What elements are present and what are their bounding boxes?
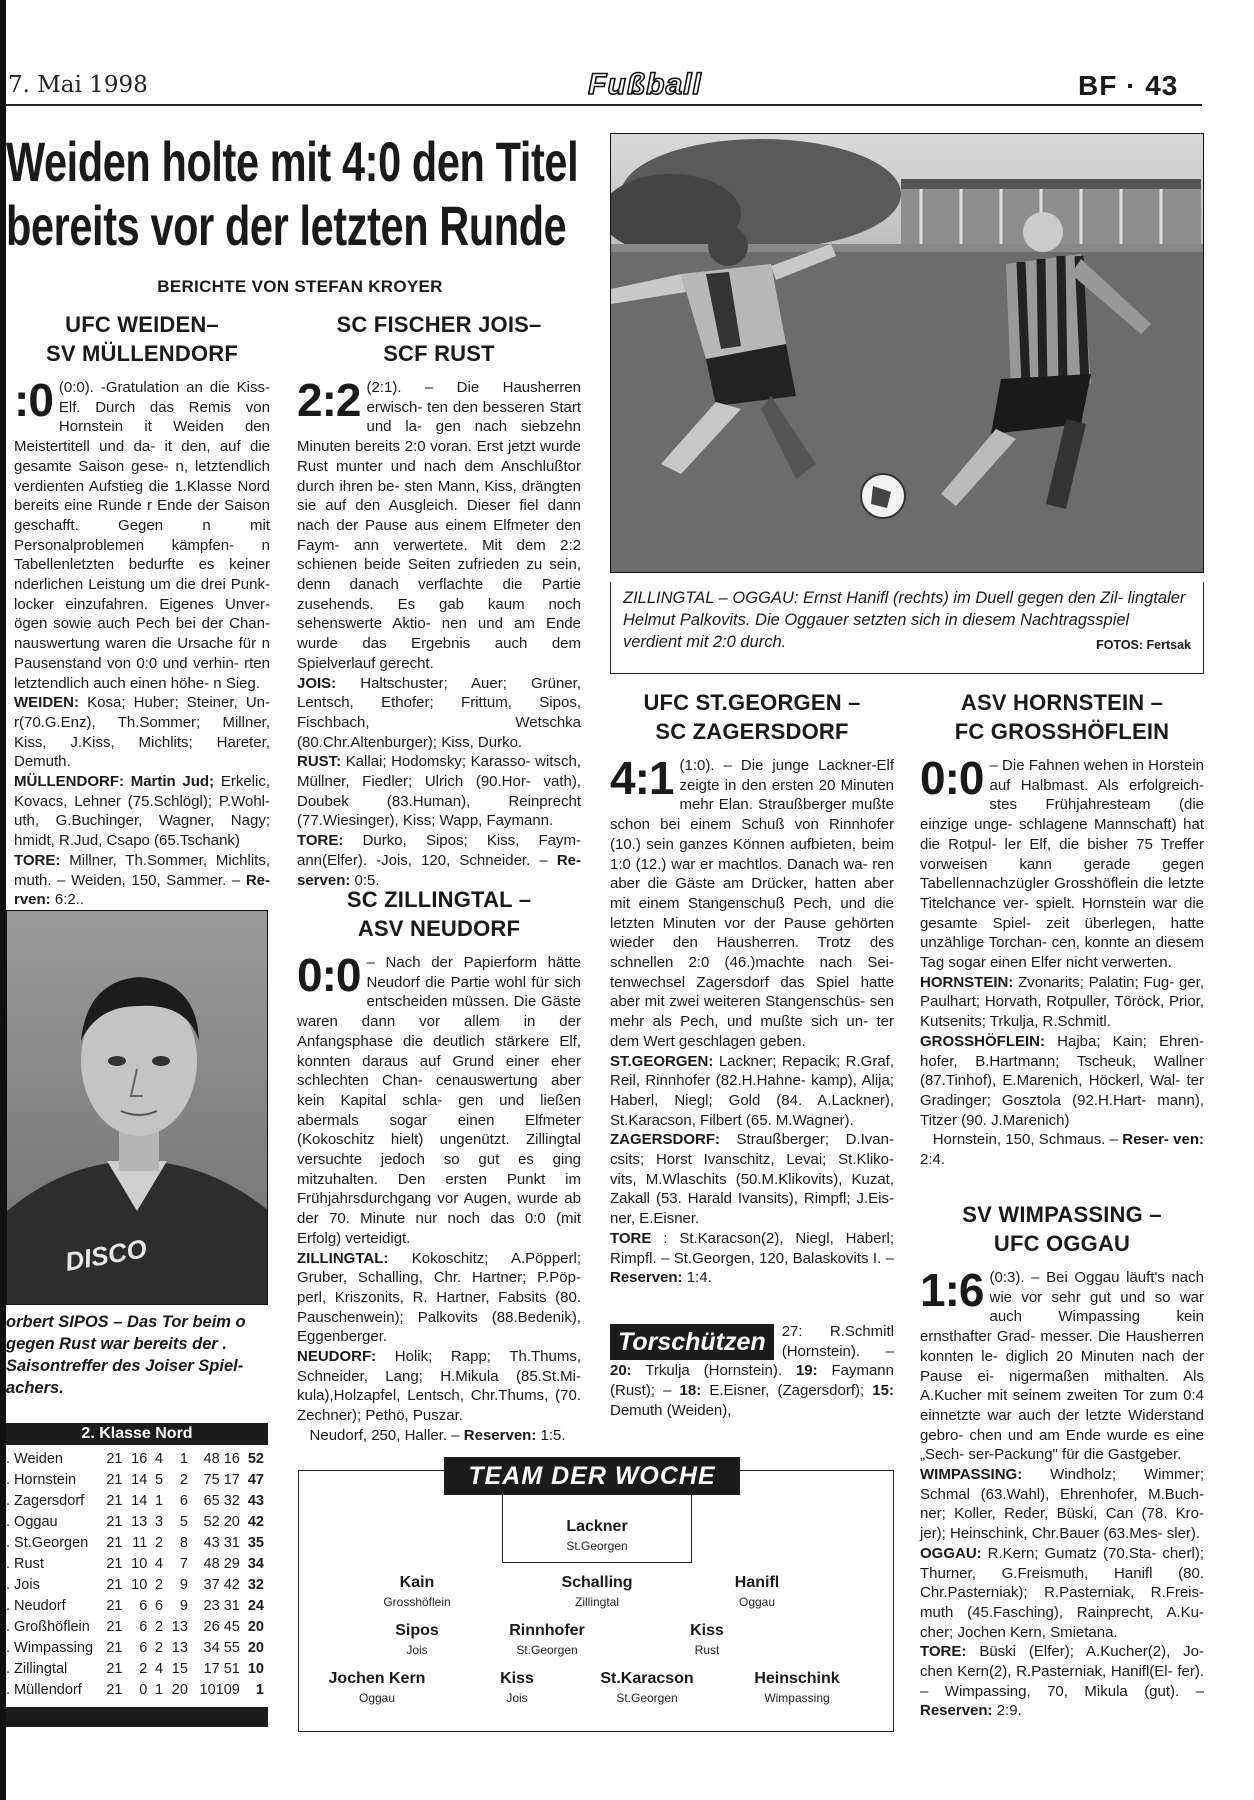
lineup-text: R.Kern; Gumatz (70.Sta- cherl); Thurner, G.Freismuth, Hanifl (80. Chr.Pasterniak); R.Pasterniak, R.Freis- muth (45.Fasching), Rainprecht, A.Ku- cher; Jochen Kern, Smietana. (920, 1544, 1204, 1641)
points-cell: 47 (247, 1472, 264, 1488)
draws-cell: 2 (154, 1640, 164, 1656)
portrait-caption: orbert SIPOS – Das Tor beim o gegen Rust war bereits der . Saisontreffer des Joiser Spiel- achers. (6, 1313, 246, 1397)
player-name: Jochen Kern (328, 1670, 426, 1687)
games-cell: 21 (106, 1472, 123, 1488)
draws-cell: 4 (154, 1661, 164, 1677)
table-row (6, 1596, 264, 1617)
portrait-illustration (7, 911, 268, 1305)
player-club: Wimpassing (764, 1691, 830, 1705)
top-scorers-text: Trkulja (Hornstein). (631, 1362, 782, 1380)
match-report (297, 374, 581, 890)
report-text: (2:1). – Die Hausherren erwisch- ten den besseren Start und la- gen nach siebzehn Minuten bereits 2:0 voran. Erst jetzt wurde Rust munter und nach dem Anschlußtor durch ihren be- sten Mann, Kiss, drängten sie auf den Ausgleich. Dieser fiel dann nach der Pause aus einem Elfmeter den Faym- ann verwertete. Mit dem 2:2 schienen beide Seiten zufrieden zu sein, denn danach verflachte die Partie zusehends. Es gab kaum noch sehenswerte Aktio- nen und am Ende wurde das Ergebnis auch dem Spielverlauf gerecht. (297, 379, 581, 672)
player-club: Jois (406, 1643, 428, 1657)
reserves-text: 0:5. (350, 871, 380, 889)
wins-cell: 10 (131, 1556, 148, 1572)
losses-cell: 13 (171, 1619, 188, 1635)
lineup-label: HORNSTEIN: (920, 973, 1014, 991)
games-cell: 21 (106, 1451, 123, 1467)
match-jois (297, 310, 581, 890)
player-name: Kiss (690, 1622, 724, 1639)
player-name: Hanifl (734, 1574, 780, 1591)
points-cell: 52 (247, 1451, 264, 1467)
match-report (610, 752, 894, 1288)
match-title-line-2: ASV NEUDORF (357, 916, 521, 941)
reserves-text: 6:2.. (50, 891, 85, 909)
goals-text: : St.Karacson(2), Niegl, Haberl; Rimpfl. – St.Georgen, 120, Balaskovits I. – (610, 1229, 894, 1267)
reserves-text: 1:4. (682, 1269, 712, 1287)
player-club: St.Georgen (616, 1691, 678, 1705)
draws-cell: 1 (154, 1493, 164, 1509)
report-text: (0:0). -Gratulation an die Kiss-Elf. Durch das Remis von Hornstein it Weiden den Meistertitell und da- it den, auf die gesamte Saison gese- n, letztendlich verdienten Aufstieg die 1.Klasse Nord bereits eine Runde r Ende der Saison geschafft. Gegen n mit Personalproblemen kämpfen- n Tabellenletzten bedurfte es keiner nderlichen Leistung um die drei Punk- locker einzufahren. Eigenes Unver- ögen sowie auch Pech bei der Chan- nauswertung waren die Ursache für n Pausenstand von 0:0 und verhin- rten letztendlich auch einen höhe- n Sieg. (14, 379, 270, 692)
goals-cell: 43 31 (203, 1535, 240, 1551)
goals-cell: 52 20 (203, 1514, 240, 1530)
lineup-text: Zvonarits; Palatin; Fug- ger, Paulhart; Horvath, Rotpuller, Töröck, Prior, Kutsenits; Trkulja, R.Schmitl. (920, 973, 1204, 1031)
report-text: – Die Fahnen wehen in Horstein auf Halbmast. Als erfolgreich- stes Frühjahresteam (die einzige unge- schlagene Mannschaft) hat die Rotpul- ler Elf, die bisher 75 Treffer vorweisen kann gerade gegen Tabellennachzügler Grosshöflein die letzte Titelchance ver- spielt. Hornstein war die gesamte Spiel- zeit überlegen, hatte unzählige Torchan- cen, konnte an diesem Tag sogar einen Elfer nicht verwerten. (920, 757, 1204, 972)
wins-cell: 6 (139, 1619, 148, 1635)
losses-cell: 6 (179, 1493, 188, 1509)
match-title-line-1: SC ZILLINGTAL – (346, 887, 532, 912)
losses-cell: 9 (179, 1577, 188, 1593)
points-cell: 1 (255, 1682, 264, 1698)
games-cell: 21 (106, 1640, 123, 1656)
wins-cell: 14 (131, 1472, 148, 1488)
top-scorers-label: Torschützen (610, 1324, 774, 1360)
reserves-text: 2:4. (920, 1151, 946, 1169)
match-report (920, 1264, 1204, 1721)
section-logo-text: Fußball (588, 68, 702, 101)
match-wimpassing (920, 1200, 1204, 1721)
lineup-text: Straußberger; D.Ivan- csits; Horst Ivanschitz, Levai; St.Kliko- vits, M.Wlaschits (50.M.Klikovits), Kuzat, Zakall (53. Harald Ivansits), Rimpfl; J.Eis- ner, E.Eisner. (610, 1131, 894, 1228)
table-row (6, 1680, 264, 1701)
losses-cell: 8 (179, 1535, 188, 1551)
match-title-line-2: SV MÜLLENDORF (45, 341, 239, 366)
lineup-label: MÜLLENDORF: Martin Jud; (14, 773, 215, 791)
lineup-text: Kokoschitz; A.Pöpperl; Gruber, Schalling, Chr. Hartner; P.Pöp- perl, Kriszonits, R. Hartner, Fabsits (80. Pauschenwein); Palkovits (88.Bedenik), Eggenberger. (297, 1249, 581, 1346)
goal-count: 18: (671, 1382, 702, 1400)
photo-credit: FOTOS: Fertsak (1096, 638, 1191, 652)
draws-cell: 2 (154, 1577, 164, 1593)
league-table-grid (6, 1449, 264, 1701)
points-cell: 20 (247, 1619, 264, 1635)
match-title-line-1: UFC ST.GEORGEN – (643, 690, 861, 715)
player-club: St.Georgen (566, 1539, 628, 1553)
table-row (6, 1617, 264, 1638)
match-title-line-1: ASV HORNSTEIN – (960, 690, 1164, 715)
league-table-title: 2. Klasse Nord (6, 1423, 268, 1445)
lineup-label: GROSSHÖFLEIN: (920, 1032, 1046, 1050)
goals-label: TORE: (920, 1643, 967, 1661)
top-scorers-text: E.Eisner, (Zagersdorf); (701, 1382, 865, 1400)
goals-cell: 37 42 (203, 1577, 240, 1593)
team-player (472, 1621, 622, 1659)
score: 2:2 (297, 374, 361, 426)
points-cell: 32 (247, 1577, 264, 1593)
points-cell: 43 (247, 1493, 264, 1509)
points-cell: 24 (247, 1598, 264, 1614)
games-cell: 21 (106, 1556, 123, 1572)
goals-cell: 48 29 (203, 1556, 240, 1572)
top-scorers-text: 27: R.Schmitl (Hornstein). – (781, 1323, 894, 1360)
games-cell: 21 (106, 1598, 123, 1614)
match-report (14, 374, 270, 910)
wins-cell: 0 (139, 1682, 148, 1698)
player-name: St.Karacson (600, 1670, 694, 1687)
match-report (920, 752, 1204, 1170)
lineup-text: Erkelic, Kovacs, Lehner (75.Schlögl); P.Wohl- uth, G.Buchinger, Wagner, Nagy; hmidt, R.Jud, Csapo (65.Tschank) (14, 773, 270, 850)
goal-count: 20: (610, 1362, 632, 1380)
lineup-label: ZILLINGTAL: (297, 1249, 389, 1267)
lineup-label: NEUDORF: (297, 1348, 377, 1366)
draws-cell: 2 (154, 1535, 164, 1551)
draws-cell: 4 (154, 1556, 164, 1572)
score: 0:0 (920, 752, 984, 804)
shirt-text: DISCO (62, 1233, 150, 1277)
wins-cell: 14 (131, 1493, 148, 1509)
lineup-text: Holik; Rapp; Th.Thums, Schneider, Lang; H.Mikula (85.St.Mi- kula),Holzapfel, Lentsch, Chr.Thums, (70. Zechner); Pethö, Puszar. (297, 1348, 581, 1425)
draws-cell: 6 (154, 1598, 164, 1614)
wins-cell: 10 (131, 1577, 148, 1593)
page-number: BF · 43 (1078, 70, 1179, 101)
team-player (302, 1669, 452, 1707)
lineup-label: ZAGERSDORF: (610, 1131, 720, 1149)
lineup-label: ST.GEORGEN: (610, 1052, 714, 1070)
lineup-text: Haltschuster; Auer; Grüner, Lentsch, Ethofer; Frittum, Sipos, Fischbach, Wetschka (80.Chr.Altenburger); Kiss, Durko. (297, 674, 581, 751)
goals-cell: 34 55 (203, 1640, 240, 1656)
points-cell: 34 (247, 1556, 264, 1572)
goals-cell: 75 17 (203, 1472, 240, 1488)
player-club: Zillingtal (574, 1595, 619, 1609)
player-name: Kiss (500, 1670, 534, 1687)
team-cell: . Wimpassing (6, 1640, 94, 1656)
match-photo-caption (610, 582, 1204, 674)
goals-text: Millner, Th.Sommer, Michlits, muth. – Weiden, 150, Sammer. – (14, 851, 270, 889)
player-name: Schalling (561, 1574, 633, 1591)
draws-cell: 1 (154, 1682, 164, 1698)
draws-cell: 3 (154, 1514, 164, 1530)
reserves-label: Reser- ven: (1122, 1131, 1204, 1149)
team-player (442, 1669, 592, 1707)
table-row (6, 1470, 264, 1491)
top-scorers (610, 1322, 894, 1421)
player-name: Rinnhofer (509, 1622, 585, 1639)
match-title-line-2: SCF RUST (383, 341, 495, 366)
goals-text: Büski (Elfer); A.Kucher(2), Jo- chen Kern(2), R.Pasterniak, Hanifl(El- fer). – Wimpassing, 70, Mikula (gut). – (920, 1643, 1204, 1700)
games-cell: 21 (106, 1535, 123, 1551)
league-table-footer (6, 1707, 268, 1727)
match-title (920, 688, 1204, 746)
points-cell: 42 (247, 1514, 264, 1530)
reserves-label: Re- serven: (297, 851, 581, 889)
byline: BERICHTE VON STEFAN KROYER (157, 277, 443, 296)
headline (6, 130, 579, 258)
player-club: St.Georgen (516, 1643, 578, 1657)
lineup-text: Kosa; Huber; Steiner, Un- r(70.G.Enz), Th.Sommer; Millner, Kiss, J.Kiss, Michlits; Hareter, Demuth. (14, 694, 270, 771)
match-title (610, 688, 894, 746)
table-row (6, 1659, 264, 1680)
report-text: (1:0). – Die junge Lackner-Elf zeigte in den ersten 20 Minuten mehr Elan. Straußberger mußte schon bei einem Schuß von Rinnhofer (10.) sein ganzes Können aufbieten, beim 1:0 (12.) war er machtlos. Danach wa- ren aber die Gäste am Drücker, hatten aber mit einem Stangenschuß Pech, und die letzten Minuten vor der Pause gehörten wieder den Hausherren. Trotz des schnellen 2:0 (46.)machte nach Sei- tenwechsel Zagersdorf das Spiel hatte aber mit zwei weiteren Stangenschüs- sen mehr als Pech, und mußte sich un- ter dem Wert geschlagen geben. (610, 757, 894, 1050)
wins-cell: 13 (131, 1514, 148, 1530)
match-report (297, 949, 581, 1446)
match-title-line-1: UFC WEIDEN– (65, 312, 219, 337)
team-cell: . Müllendorf (6, 1682, 82, 1698)
draws-cell: 2 (154, 1619, 164, 1635)
portrait-photo (6, 910, 268, 1305)
match-title-line-2: SC ZAGERSDORF (655, 719, 849, 744)
wins-cell: 11 (132, 1535, 148, 1551)
losses-cell: 2 (179, 1472, 188, 1488)
team-cell: . Zillingtal (6, 1661, 68, 1677)
table-row (6, 1638, 264, 1659)
player-club: Grosshöflein (383, 1595, 451, 1609)
match-zillingtal (297, 885, 581, 1446)
table-row (6, 1554, 264, 1575)
venue-text: Neudorf, 250, Haller. – (309, 1426, 460, 1444)
team-player (632, 1621, 782, 1659)
league-table (6, 1423, 268, 1727)
match-title (297, 310, 581, 368)
table-row (6, 1533, 264, 1554)
goals-label: TORE (610, 1229, 652, 1247)
lineup-label: JOIS: (297, 674, 337, 692)
reserves-label: Reserven: (463, 1426, 537, 1444)
goals-cell: 26 45 (203, 1619, 240, 1635)
top-scorers-text: Faymann (Rust); – (610, 1362, 894, 1400)
match-title-line-1: SV WIMPASSING – (962, 1202, 1162, 1227)
team-cell: . Großhöflein (6, 1619, 90, 1635)
score: 1:6 (920, 1264, 984, 1316)
games-cell: 21 (106, 1493, 123, 1509)
section-logo (575, 63, 715, 103)
team-player (342, 1573, 492, 1611)
player-name: Kain (399, 1574, 435, 1591)
reserves-text: 2:9. (992, 1702, 1022, 1720)
score: 0:0 (297, 949, 361, 1001)
lineup-label: RUST: (297, 753, 342, 771)
team-of-the-week (298, 1462, 894, 1732)
losses-cell: 15 (171, 1661, 188, 1677)
team-cell: . Oggau (6, 1514, 58, 1530)
points-cell: 20 (247, 1640, 264, 1656)
venue-text: Hornstein, 150, Schmaus. – (932, 1131, 1118, 1149)
table-row (6, 1512, 264, 1533)
match-photo (610, 133, 1204, 573)
team-cell: . Rust (6, 1556, 44, 1572)
player-name: Lackner (566, 1518, 628, 1535)
caption-text: ZILLINGTAL – OGGAU: Ernst Hanifl (rechts) im Duell gegen den Zil- lingtaler Helmut Palkovits. Die Oggauer setzten sich in diesem Nachtragsspiel verdient mit 2:0 durch. (623, 589, 1186, 651)
table-row (6, 1491, 264, 1512)
team-cell: . Neudorf (6, 1598, 66, 1614)
draws-cell: 5 (154, 1472, 164, 1488)
wins-cell: 6 (139, 1640, 148, 1656)
goals-cell: 48 16 (203, 1451, 240, 1467)
player-name: Sipos (395, 1622, 439, 1639)
headline-line-2: bereits vor der letzten Runde (6, 194, 567, 257)
match-title-line-1: SC FISCHER JOIS– (336, 312, 542, 337)
goals-cell: 65 32 (203, 1493, 240, 1509)
team-cell: . St.Georgen (6, 1535, 89, 1551)
points-cell: 10 (247, 1661, 264, 1677)
headline-line-1: Weiden holte mit 4:0 den Titel (6, 130, 579, 193)
team-cell: . Jois (6, 1577, 40, 1593)
goals-cell: 23 31 (203, 1598, 240, 1614)
match-title-line-2: UFC OGGAU (993, 1231, 1131, 1256)
losses-cell: 7 (179, 1556, 188, 1572)
games-cell: 21 (106, 1577, 123, 1593)
team-player (342, 1621, 492, 1659)
match-title (920, 1200, 1204, 1258)
games-cell: 21 (106, 1661, 123, 1677)
goals-text: Durko, Sipos; Kiss, Faym- ann(Elfer). -Jois, 120, Schneider. – (297, 832, 581, 869)
wins-cell: 2 (139, 1661, 148, 1677)
lineup-text: Kallai; Hodomsky; Karasso- witsch, Müllner, Fiedler; Ulrich (90.Hor- vath), Doubek (83.Human), Reinprecht (77.Wiesinger), Kiss; Wapp, Faymann. (297, 753, 581, 830)
table-row (6, 1449, 264, 1470)
lineup-text: Hajba; Kain; Ehren- hofer, B.Hartmann; Tscheuk, Wallner (87.Tinhof), E.Marenich, Höckerl, Wal- ter Gradinger; Gosztola (92.H.Hart- mann), Titzer (90. J.Marenich) (920, 1032, 1204, 1129)
wins-cell: 16 (131, 1451, 148, 1467)
draws-cell: 4 (154, 1451, 164, 1467)
player-club: Oggau (358, 1691, 396, 1705)
team-player (522, 1517, 672, 1555)
lineup-text: Windholz; Wimmer; Schmal (63.Wahl), Ehrenhofer, M.Buch- ner; Koller, Reder, Büski, Can (78. Kro- jer); Heinschink, Chr.Bauer (63.Mes- sler). (920, 1466, 1204, 1543)
team-of-the-week-title: TEAM DER WOCHE (444, 1457, 740, 1495)
goals-cell: 17 51 (203, 1661, 240, 1677)
losses-cell: 5 (179, 1514, 188, 1530)
team-cell: . Weiden (6, 1451, 63, 1467)
match-stgeorgen (610, 688, 894, 1288)
team-player (522, 1573, 672, 1611)
losses-cell: 9 (179, 1598, 188, 1614)
goals-cell: 10109 (199, 1682, 240, 1698)
table-row (6, 1575, 264, 1596)
goal-count: 19: (782, 1362, 818, 1380)
player-club: Rust (694, 1643, 720, 1657)
match-title (14, 310, 270, 368)
report-text: – Nach der Papierform hätte Neudorf die Partie wohl für sich entscheiden müssen. Die Gäste waren dann vor allem in der Anfangsphase die deutlich stärkere Elf, konnten daraus auf Grund einer eher schlechten Chan- cenauswertung aber kein Kapital schla- gen und ließen abermals sogar einen Elfmeter (Kokoschitz hielt) ungenützt. Zillingtal versuchte jedoch so gut es ging mitzuhalten. Den ersten Punkt im Frühjahrsdurchgang vor Augen, wurde ab der 70. Minute nur noch das 0:0 (mit Erfolg) verteidigt. (297, 954, 581, 1247)
games-cell: 21 (106, 1514, 123, 1530)
match-photo-illustration (611, 134, 1204, 573)
reserves-label: Reserven: (610, 1269, 683, 1287)
losses-cell: 13 (171, 1640, 188, 1656)
points-cell: 35 (247, 1535, 264, 1551)
header-rule (6, 104, 1202, 106)
match-weiden (14, 310, 270, 910)
games-cell: 21 (106, 1682, 123, 1698)
player-name: Heinschink (754, 1670, 840, 1687)
issue-date: 7. Mai 1998 (8, 72, 148, 98)
lineup-text: Lackner; Repacik; R.Graf, Reil, Rinnhofer (82.H.Hahne- kamp), Alija; Haberl, Niegl; Gold (84. A.Lackner), St.Karacson, Filbert (65. M.Wagner). (610, 1052, 894, 1129)
match-title-line-2: FC GROSSHÖFLEIN (954, 719, 1170, 744)
score: 4:1 (610, 752, 674, 804)
team-player (572, 1669, 722, 1707)
reserves-label: Re- rven: (14, 871, 270, 909)
goals-label: TORE: (14, 851, 61, 869)
lineup-label: WEIDEN: (14, 694, 79, 712)
lineup-label: WIMPASSING: (920, 1466, 1023, 1484)
match-hornstein (920, 688, 1204, 1170)
top-scorers-text: Demuth (Weiden), (610, 1401, 732, 1419)
reserves-label: Reserven: (920, 1702, 993, 1720)
reserves-text: 1:5. (536, 1426, 566, 1444)
goal-count: 15: (864, 1382, 894, 1400)
wins-cell: 6 (139, 1598, 148, 1614)
player-club: Oggau (738, 1595, 776, 1609)
match-title (297, 885, 581, 943)
score: :0 (14, 374, 53, 426)
player-club: Jois (506, 1691, 528, 1705)
goals-label: TORE: (297, 832, 344, 850)
team-player (722, 1669, 872, 1707)
report-text: (0:3). – Bei Oggau läuft's nach wie vor sehr gut und so war auch Wimpassing kein ernsthafter Grad- messer. Die Hausherren konnten le- diglich 20 Minuten nach der Pause ei- nigermaßen mithalten. Als A.Kucher mit seinem zweiten Tor zum 0:4 einnetzte war auch der letzte Widerstand gebro- chen und am Ende wurde es eine „Sech- ser-Packung" für die Gastgeber. (920, 1269, 1204, 1464)
team-cell: . Hornstein (6, 1472, 77, 1488)
lineup-label: OGGAU: (920, 1544, 982, 1562)
losses-cell: 20 (171, 1682, 188, 1698)
games-cell: 21 (106, 1619, 123, 1635)
team-player (682, 1573, 832, 1611)
losses-cell: 1 (179, 1451, 188, 1467)
team-cell: . Zagersdorf (6, 1493, 85, 1509)
